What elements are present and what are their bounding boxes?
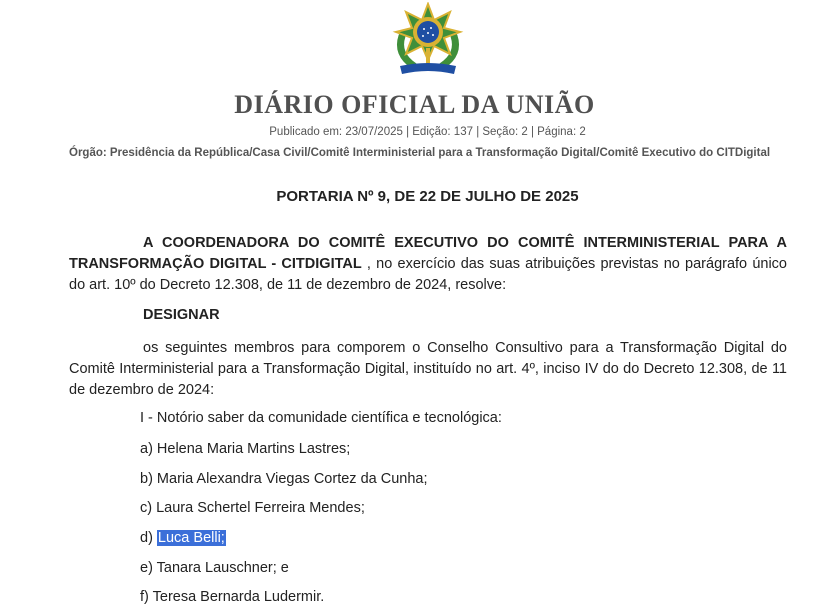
masthead-title: DIÁRIO OFICIAL DA UNIÃO — [234, 90, 595, 119]
preamble-paragraph — [69, 233, 787, 296]
section-heading: I - Notório saber da comunidade científica e tecnológica: — [140, 410, 502, 426]
body-text: os seguintes membros para comporem o Conselho Consultivo para a Transformação Digital do Comitê Interministerial para a Transformação Digital, instituído no art. 4º, inciso IV do do Decreto 12.308, de 11 de dezembro de 2024: — [69, 340, 787, 398]
document-title: PORTARIA Nº 9, DE 22 DE JULHO DE 2025 — [276, 188, 579, 205]
preamble-text: , no exercício das suas atribuições previstas no parágrafo único do art. 10º do Decreto 12.308, de 11 de dezembro de 2024, resolve: — [69, 256, 787, 293]
list-item: f) Teresa Bernarda Ludermir. — [140, 589, 325, 605]
list-item: c) Laura Schertel Ferreira Mendes; — [140, 500, 365, 516]
coat-of-arms-icon — [388, 2, 468, 78]
list-item: e) Tanara Lauschner; e — [140, 560, 289, 576]
selected-text[interactable]: Luca Belli; — [157, 530, 225, 546]
orgao-line: Órgão: Presidência da República/Casa Civil/Comitê Interministerial para a Transformação Digital/Comitê Executivo do CITDigital — [69, 147, 771, 159]
body-paragraph — [69, 338, 787, 401]
list-item: b) Maria Alexandra Viegas Cortez da Cunha; — [140, 471, 428, 487]
list-item — [140, 530, 226, 546]
preamble-bold: A COORDENADORA DO COMITÊ EXECUTIVO DO COMITÊ INTERMINISTERIAL PARA A TRANSFORMAÇÃO DIGITAL - CITDIGITAL — [69, 235, 787, 272]
designar-heading: DESIGNAR — [143, 307, 220, 323]
list-item: a) Helena Maria Martins Lastres; — [140, 441, 351, 457]
publication-info: Publicado em: 23/07/2025 | Edição: 137 | Seção: 2 | Página: 2 — [269, 126, 586, 138]
list-item-prefix: d) — [140, 530, 157, 546]
